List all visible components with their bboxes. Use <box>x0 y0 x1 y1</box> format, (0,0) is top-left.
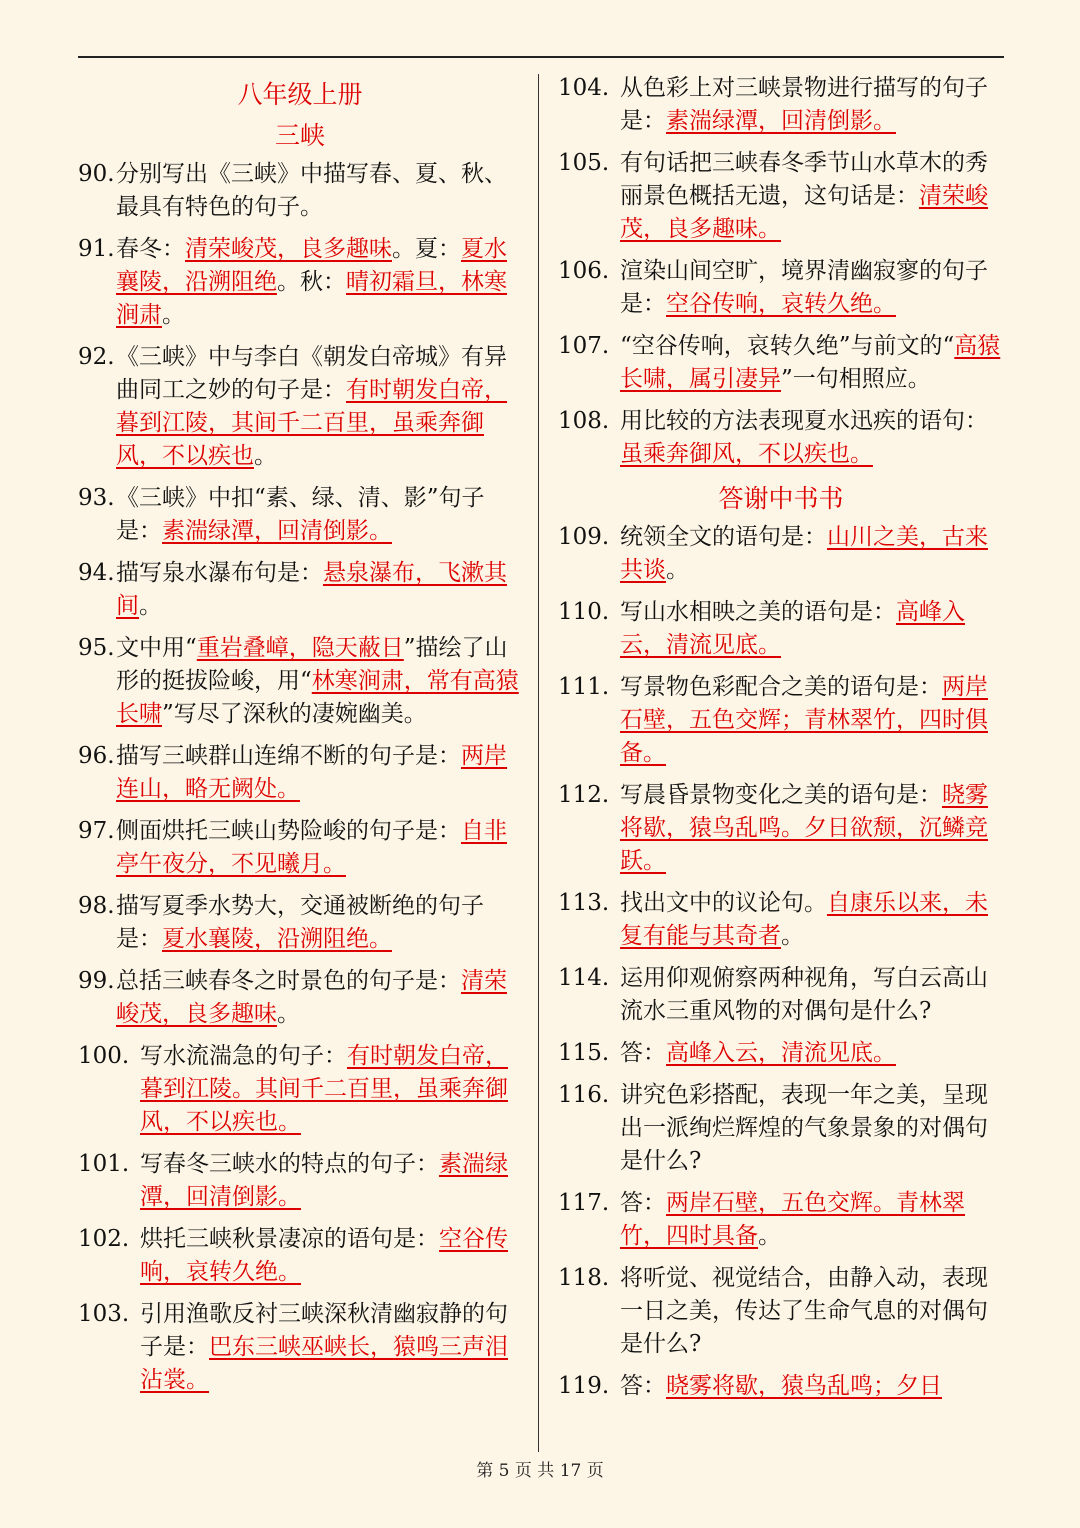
question-text <box>620 671 1004 770</box>
question-number: 97. <box>78 818 115 844</box>
prompt-text: 将听觉、视觉结合，由静入动，表现一日之美，传达了生命气息的对偶句是什么? <box>620 1265 988 1357</box>
answer-text: 高猿长啸，属引凄异 <box>620 333 1001 392</box>
question-text <box>620 405 1004 471</box>
question-number: 100. <box>78 1043 130 1069</box>
question-number: 106. <box>558 258 610 284</box>
answer-text: 空谷传响，哀转久绝。 <box>666 291 896 317</box>
question-text <box>620 521 1004 587</box>
answer-text: 夏水襄陵，沿溯阻绝。 <box>162 926 392 952</box>
question-number: 98. <box>78 893 115 919</box>
prompt-text: 烘托三峡秋景凄凉的语句是： <box>140 1226 439 1252</box>
prompt-text: 写春冬三峡水的特点的句子： <box>140 1151 439 1177</box>
question-number: 90. <box>78 161 115 187</box>
question-text <box>620 147 1004 246</box>
question-number: 105. <box>558 150 610 176</box>
prompt-text: 描写三峡群山连绵不断的句子是： <box>116 743 461 769</box>
question-number: 108. <box>558 408 610 434</box>
question-item <box>558 1262 1004 1361</box>
question-text <box>140 1148 522 1214</box>
prompt-text: 写景物色彩配合之美的语句是： <box>620 674 942 700</box>
prompt-text: 侧面烘托三峡山势险峻的句子是： <box>116 818 461 844</box>
question-text <box>116 965 522 1031</box>
question-number: 91. <box>78 236 115 262</box>
question-number: 101. <box>78 1151 130 1177</box>
question-text <box>620 1187 1004 1253</box>
answer-text: 悬泉瀑布，飞漱其间 <box>116 560 507 619</box>
question-number: 110. <box>558 599 610 625</box>
page-footer: 第 5 页 共 17 页 <box>476 1461 604 1481</box>
prompt-text: 答： <box>620 1373 666 1399</box>
question-item <box>558 779 1004 878</box>
question-item <box>78 557 522 623</box>
question-number: 109. <box>558 524 610 550</box>
prompt-text: 春冬： <box>116 236 185 262</box>
prompt-text: 分别写出《三峡》中描写春、夏、秋、最具有特色的句子。 <box>116 161 507 220</box>
prompt-text: 有句话把三峡春冬季节山水草木的秀丽景色概括无遗，这句话是： <box>620 150 988 209</box>
question-item <box>558 72 1004 138</box>
question-text <box>116 740 522 806</box>
question-item <box>558 1037 1004 1070</box>
question-number: 104. <box>558 75 610 101</box>
question-item <box>558 1370 1004 1403</box>
question-item <box>78 158 522 224</box>
question-number: 95. <box>78 635 115 661</box>
question-item <box>78 1298 522 1397</box>
section-heading-sanxia: 三峡 <box>274 121 325 150</box>
prompt-text: 。夏： <box>392 236 461 262</box>
prompt-text: 答： <box>620 1190 666 1216</box>
question-number: 116. <box>558 1082 610 1108</box>
prompt-text: 运用仰观俯察两种视角，写白云高山流水三重风物的对偶句是什么? <box>620 965 988 1024</box>
question-text <box>620 779 1004 878</box>
question-number: 112. <box>558 782 610 808</box>
column-divider <box>538 74 539 1452</box>
answer-text: 山川之美，古来共谈 <box>620 524 988 583</box>
answer-text: 高峰入云，清流见底。 <box>666 1040 896 1066</box>
answer-text: 自康乐以来，未复有能与其奇者 <box>620 890 988 949</box>
question-item <box>558 596 1004 662</box>
prompt-text: 渲染山间空旷，境界清幽寂寥的句子是： <box>620 258 988 317</box>
answer-text: 空谷传响，哀转久绝。 <box>140 1226 508 1285</box>
question-text <box>620 1037 1004 1070</box>
answer-text: 素湍绿潭，回清倒影。 <box>140 1151 508 1210</box>
prompt-text: 答： <box>620 1040 666 1066</box>
prompt-text: 描写夏季水势大，交通被断绝的句子是： <box>116 893 484 952</box>
answer-text: 有时朝发白帝，暮到江陵，其间千二百里，虽乘奔御风，不以疾也 <box>116 377 507 469</box>
question-item <box>78 482 522 548</box>
question-number: 107. <box>558 333 610 359</box>
answer-text: 自非亭午夜分，不见曦月。 <box>116 818 507 877</box>
question-item <box>558 405 1004 471</box>
prompt-text: 讲究色彩搭配，表现一年之美，呈现出一派绚烂辉煌的气象景象的对偶句是什么? <box>620 1082 988 1174</box>
prompt-text: 。 <box>162 302 185 328</box>
right-column <box>558 72 1004 1412</box>
prompt-text: 写山水相映之美的语句是： <box>620 599 896 625</box>
prompt-text: 。秋： <box>277 269 346 295</box>
question-number: 103. <box>78 1301 130 1327</box>
answer-text: 清荣峻茂，良多趣味 <box>185 236 392 262</box>
question-number: 113. <box>558 890 610 916</box>
question-text <box>620 887 1004 953</box>
question-text <box>140 1223 522 1289</box>
answer-text: 晴初霜旦，林寒涧肃 <box>116 269 507 328</box>
prompt-text: 。 <box>758 1223 781 1249</box>
question-item <box>558 1079 1004 1178</box>
answer-text: 晓雾将歇，猿鸟乱鸣；夕日 <box>666 1373 942 1399</box>
question-text <box>620 1079 1004 1178</box>
answer-text: 林寒涧肃，常有高猿长啸 <box>116 668 519 727</box>
prompt-text: 《三峡》中扣“素、绿、清、影”句子是： <box>116 485 485 544</box>
question-number: 92. <box>78 344 115 370</box>
question-number: 94. <box>78 560 115 586</box>
question-number: 93. <box>78 485 115 511</box>
prompt-text: 。 <box>781 923 804 949</box>
prompt-text: ”写尽了深秋的凄婉幽美。 <box>162 701 427 727</box>
question-item <box>78 632 522 731</box>
answer-text: 重岩叠嶂，隐天蔽日 <box>196 635 404 661</box>
question-number: 111. <box>558 674 610 700</box>
question-item <box>558 1187 1004 1253</box>
question-item <box>78 233 522 332</box>
answer-text: 两岸连山，略无阙处。 <box>116 743 507 802</box>
question-number: 117. <box>558 1190 610 1216</box>
question-text <box>116 482 522 548</box>
question-item <box>558 255 1004 321</box>
question-text <box>620 596 1004 662</box>
prompt-text: ”描绘了山形的挺拔险峻，用“ <box>116 635 508 694</box>
question-text <box>116 815 522 881</box>
prompt-text: 描写泉水瀑布句是： <box>116 560 323 586</box>
question-text <box>116 890 522 956</box>
question-text <box>140 1040 522 1139</box>
prompt-text: 引用渔歌反衬三峡深秋清幽寂静的句子是： <box>140 1301 508 1360</box>
answer-text: 高峰入云，清流见底。 <box>620 599 965 658</box>
prompt-text: 《三峡》中与李白《朝发白帝城》有异曲同工之妙的句子是： <box>116 344 507 403</box>
question-item <box>78 740 522 806</box>
answer-text: 有时朝发白帝，暮到江陵。其间千二百里，虽乘奔御风，不以疾也。 <box>140 1043 508 1135</box>
prompt-text: 统领全文的语句是： <box>620 524 827 550</box>
question-number: 102. <box>78 1226 130 1252</box>
prompt-text: 。 <box>666 557 689 583</box>
top-rule <box>78 56 1004 58</box>
question-number: 114. <box>558 965 610 991</box>
question-item <box>78 1148 522 1214</box>
prompt-text: 。 <box>254 443 277 469</box>
prompt-text: 。 <box>139 593 162 619</box>
prompt-text: 从色彩上对三峡景物进行描写的句子是： <box>620 75 988 134</box>
question-number: 118. <box>558 1265 610 1291</box>
prompt-text: 写水流湍急的句子： <box>140 1043 347 1069</box>
question-text <box>116 158 522 224</box>
question-text <box>620 962 1004 1028</box>
question-number: 115. <box>558 1040 610 1066</box>
question-item <box>78 341 522 473</box>
question-text <box>116 632 522 731</box>
left-question-list <box>78 158 522 1397</box>
question-item <box>558 962 1004 1028</box>
question-item <box>558 330 1004 396</box>
grade-heading: 八年级上册 <box>237 80 363 109</box>
question-item <box>78 1040 522 1139</box>
question-text <box>620 1262 1004 1361</box>
answer-text: 素湍绿潭，回清倒影。 <box>666 108 896 134</box>
question-number: 119. <box>558 1373 610 1399</box>
prompt-text: 写晨昏景物变化之美的语句是： <box>620 782 942 808</box>
question-text <box>116 233 522 332</box>
section-heading-dxzss: 答谢中书书 <box>718 484 844 513</box>
answer-text: 虽乘奔御风，不以疾也。 <box>620 441 873 467</box>
prompt-text: ”一句相照应。 <box>781 366 931 392</box>
question-text <box>620 1370 1004 1403</box>
question-item <box>78 890 522 956</box>
answer-text: 晓雾将歇，猿鸟乱鸣。夕日欲颓，沉鳞竞跃。 <box>620 782 988 874</box>
right-question-list-a <box>558 72 1004 471</box>
answer-text: 巴东三峡巫峡长，猿鸣三声泪沾裳。 <box>140 1334 508 1393</box>
left-column <box>78 72 522 1406</box>
answer-text: 清荣峻茂，良多趣味 <box>116 968 507 1027</box>
question-text <box>140 1298 522 1397</box>
question-item <box>78 965 522 1031</box>
question-text <box>620 255 1004 321</box>
answer-text: 两岸石壁，五色交辉。青林翠竹，四时具备 <box>620 1190 965 1249</box>
question-text <box>116 557 522 623</box>
question-item <box>78 1223 522 1289</box>
question-item <box>558 887 1004 953</box>
answer-text: 夏水襄陵，沿溯阻绝 <box>116 236 507 295</box>
question-text <box>620 330 1004 396</box>
prompt-text: “空谷传响，哀转久绝”与前文的“ <box>620 333 955 359</box>
question-number: 96. <box>78 743 115 769</box>
question-item <box>78 815 522 881</box>
prompt-text: 文中用“ <box>116 635 197 661</box>
answer-text: 素湍绿潭，回清倒影。 <box>162 518 392 544</box>
prompt-text: 。 <box>277 1001 300 1027</box>
answer-text: 清荣峻茂，良多趣味。 <box>620 183 988 242</box>
question-text <box>620 72 1004 138</box>
answer-text: 两岸石壁，五色交辉；青林翠竹，四时俱备。 <box>620 674 988 766</box>
prompt-text: 总括三峡春冬之时景色的句子是： <box>116 968 461 994</box>
question-item <box>558 521 1004 587</box>
question-text <box>116 341 522 473</box>
right-question-list-b <box>558 521 1004 1403</box>
prompt-text: 找出文中的议论句。 <box>620 890 827 916</box>
question-number: 99. <box>78 968 115 994</box>
prompt-text: 用比较的方法表现夏水迅疾的语句： <box>620 408 988 434</box>
question-item <box>558 671 1004 770</box>
question-item <box>558 147 1004 246</box>
